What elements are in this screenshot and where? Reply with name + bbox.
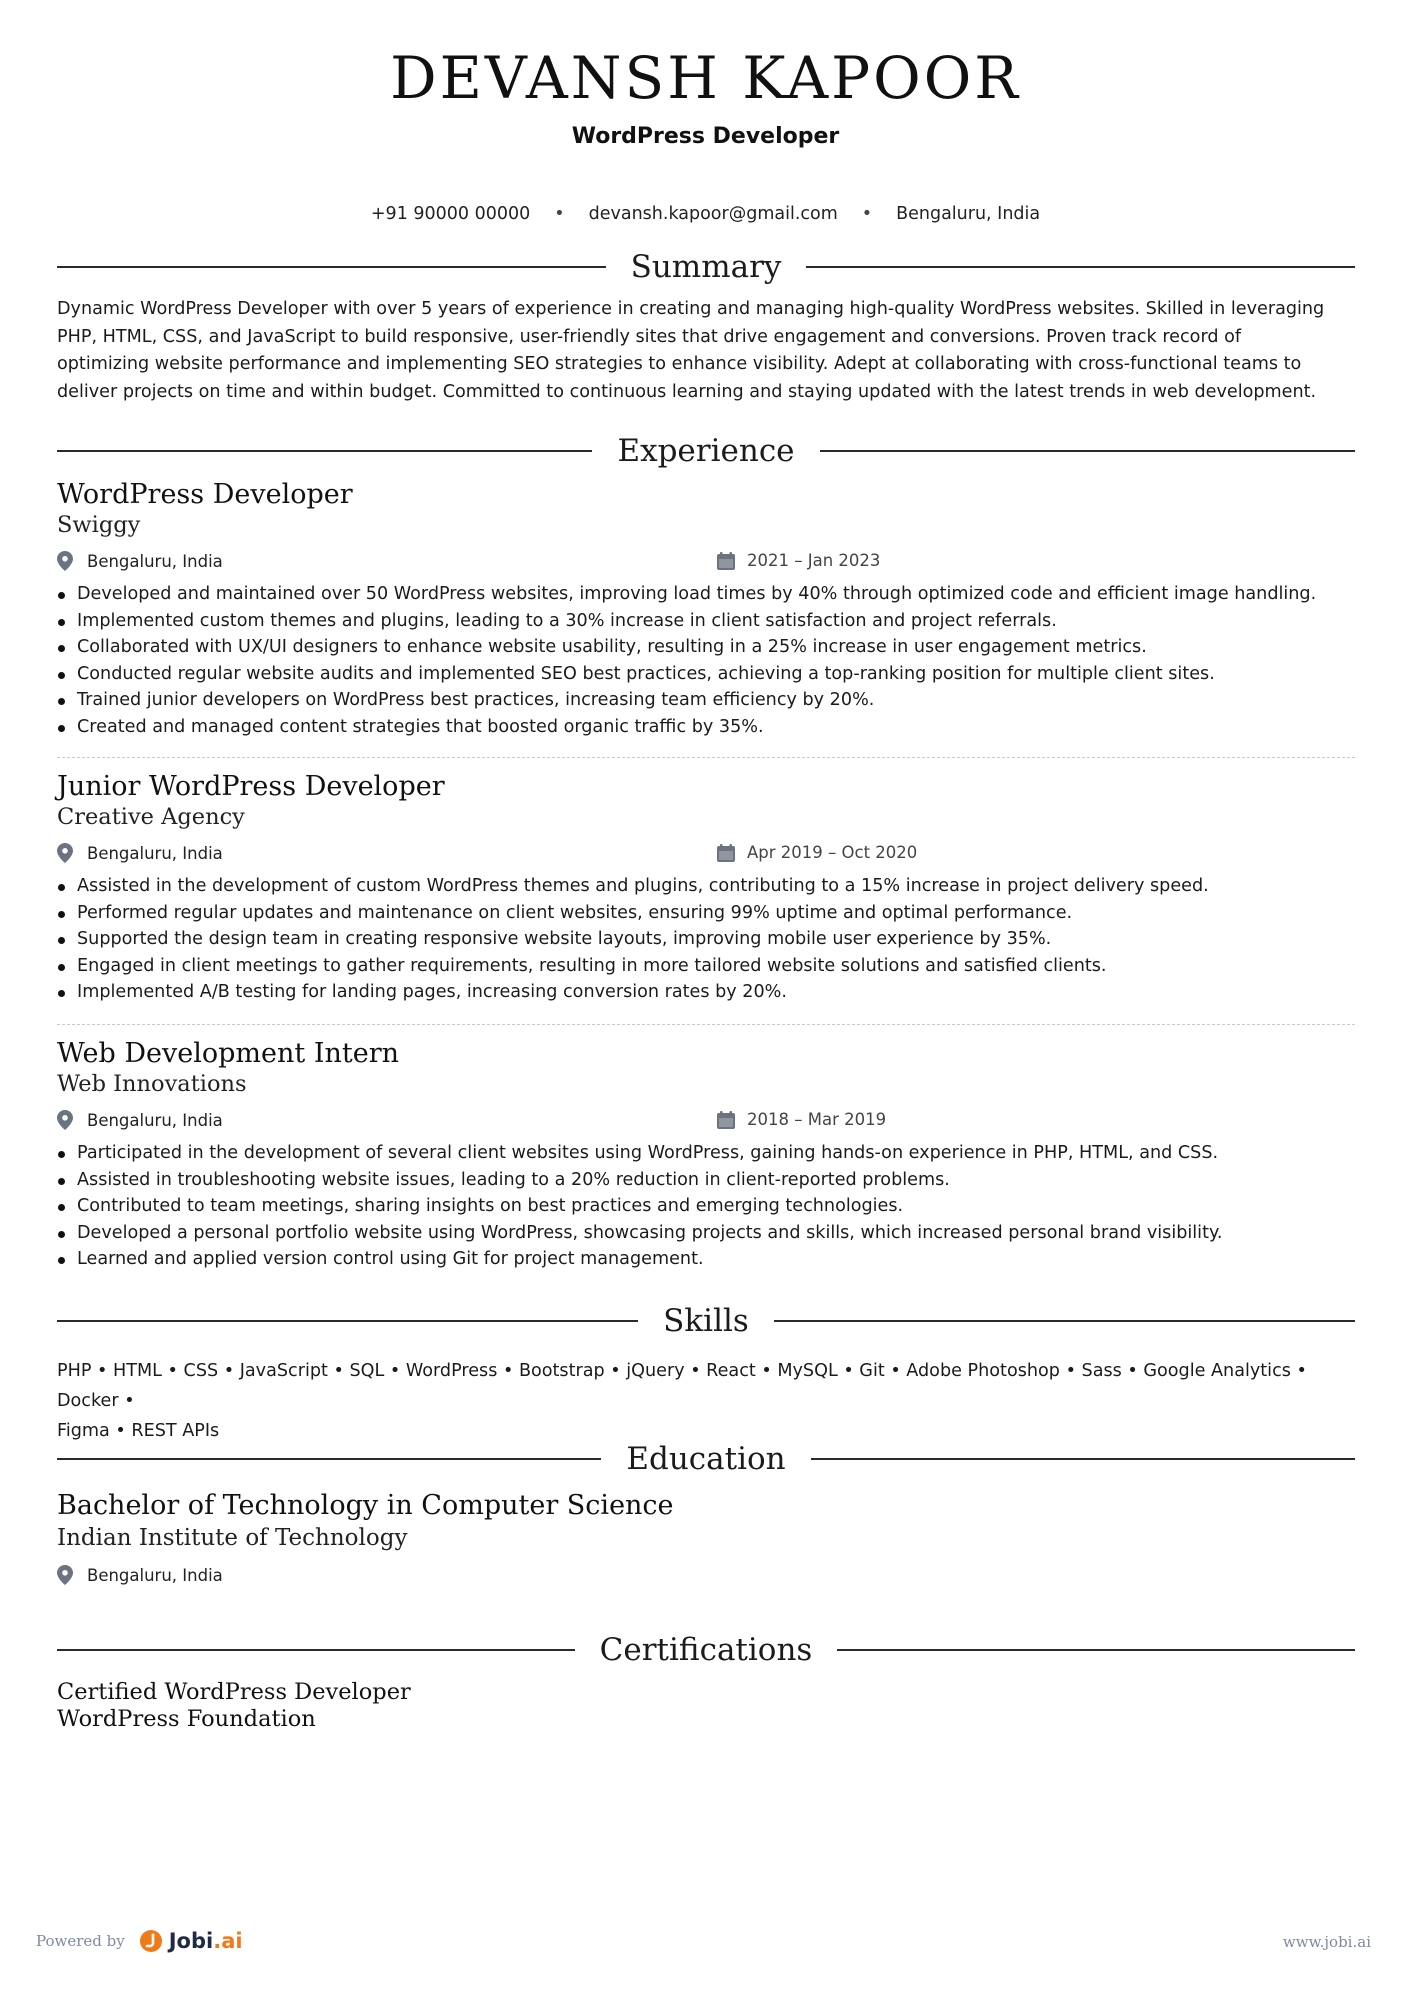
experience-entry <box>57 771 1355 1006</box>
experience-section-header <box>57 429 1355 473</box>
job-title: WordPress Developer <box>57 479 353 510</box>
skills-list <box>57 1356 1357 1446</box>
summary-line: PHP, HTML, CSS, and JavaScript to build responsive, user-friendly sites that drive engagement and conversions. Proven track record of <box>57 326 1242 347</box>
achievement-item: Implemented custom themes and plugins, leading to a 30% increase in client satisfaction and project referrals. <box>57 608 1355 635</box>
job-achievements <box>57 1140 1355 1273</box>
summary-section-header <box>57 245 1355 289</box>
calendar-icon <box>717 844 735 862</box>
achievement-item: Implemented A/B testing for landing pages, increasing conversion rates by 20%. <box>57 979 1355 1006</box>
job-meta <box>57 549 1355 577</box>
section-rule <box>806 266 1355 268</box>
achievement-item: Participated in the development of several client websites using WordPress, gaining hands-on experience in PHP, HTML, and CSS. <box>57 1140 1355 1167</box>
skills-section-header <box>57 1299 1355 1343</box>
job-dates-text: Apr 2019 – Oct 2020 <box>747 843 918 862</box>
contact-line <box>0 202 1411 226</box>
map-pin-icon <box>57 843 73 863</box>
summary-line: deliver projects on time and within budget. Committed to continuous learning and staying updated with the latest trends in web development. <box>57 381 1317 402</box>
job-dates-text: 2018 – Mar 2019 <box>747 1110 887 1129</box>
job-meta <box>57 841 1355 869</box>
experience-entry <box>57 479 1355 741</box>
job-title: Web Development Intern <box>57 1038 400 1069</box>
job-meta <box>57 1108 1355 1136</box>
job-achievements <box>57 581 1355 741</box>
education-location-text: Bengaluru, India <box>87 1565 223 1585</box>
certifications-section-header <box>57 1628 1355 1672</box>
section-rule <box>57 1320 638 1322</box>
brand-name <box>169 1929 243 1953</box>
candidate-role: WordPress Developer <box>571 124 840 149</box>
certification-entry <box>57 1679 1355 1733</box>
map-pin-icon <box>57 1110 73 1130</box>
job-company: Web Innovations <box>57 1071 247 1097</box>
achievement-item: Created and managed content strategies that boosted organic traffic by 35%. <box>57 714 1355 741</box>
contact-separator: • <box>861 204 873 224</box>
achievement-item: Assisted in the development of custom WordPress themes and plugins, contributing to a 15% increase in project delivery speed. <box>57 873 1355 900</box>
powered-by-label: Powered by <box>36 1932 125 1950</box>
section-title: Skills <box>663 1303 749 1339</box>
summary-line: optimizing website performance and implementing SEO strategies to enhance visibility. Adept at collaborating with cross-functional teams to <box>57 354 1302 374</box>
candidate-name: DEVANSH KAPOOR <box>390 44 1021 112</box>
section-title: Certifications <box>599 1632 813 1668</box>
achievement-item: Conducted regular website audits and implemented SEO best practices, achieving a top-ranking position for multiple client sites. <box>57 661 1355 688</box>
certification-issuer: WordPress Foundation <box>57 1706 316 1732</box>
education-location <box>57 1565 223 1585</box>
powered-by-badge[interactable] <box>36 1929 243 1953</box>
skills-line: PHP • HTML • CSS • JavaScript • SQL • WordPress • Bootstrap • jQuery • React • MySQL • Git • Adobe Photoshop • Sass • Google Analytics • Docker • <box>57 1361 1307 1411</box>
education-school: Indian Institute of Technology <box>57 1525 408 1551</box>
certification-name: Certified WordPress Developer <box>57 1679 411 1705</box>
achievement-item: Assisted in troubleshooting website issues, leading to a 20% reduction in client-reported problems. <box>57 1167 1355 1194</box>
achievement-item: Developed a personal portfolio website using WordPress, showcasing projects and skills, which increased personal brand visibility. <box>57 1220 1355 1247</box>
contact-separator: • <box>554 204 565 224</box>
section-title: Experience <box>617 433 795 469</box>
entry-divider <box>57 1024 1355 1025</box>
achievement-item: Engaged in client meetings to gather requirements, resulting in more tailored website solutions and satisfied clients. <box>57 953 1355 980</box>
achievement-item: Performed regular updates and maintenance on client websites, ensuring 99% uptime and optimal performance. <box>57 900 1355 927</box>
section-rule <box>57 266 606 268</box>
section-rule <box>820 450 1355 452</box>
job-location-text: Bengaluru, India <box>87 1110 223 1130</box>
achievement-item: Contributed to team meetings, sharing insights on best practices and emerging technologies. <box>57 1193 1355 1220</box>
section-rule <box>57 1649 575 1651</box>
education-degree: Bachelor of Technology in Computer Science <box>57 1490 674 1521</box>
achievement-item: Trained junior developers on WordPress best practices, increasing team efficiency by 20%. <box>57 687 1355 714</box>
summary-line: Dynamic WordPress Developer with over 5 years of experience in creating and managing high-quality WordPress websites. Skilled in leveraging <box>57 299 1325 319</box>
brand-main: Jobi <box>168 1929 214 1953</box>
brand-suffix: .ai <box>213 1929 243 1953</box>
achievement-item: Collaborated with UX/UI designers to enhance website usability, resulting in a 25% increase in user engagement metrics. <box>57 634 1355 661</box>
summary-text <box>57 296 1357 406</box>
job-dates <box>717 551 880 570</box>
calendar-icon <box>717 1111 735 1129</box>
job-dates <box>717 1110 886 1129</box>
section-title: Education <box>626 1441 786 1477</box>
jobi-logo-icon <box>139 1929 163 1953</box>
achievement-item: Developed and maintained over 50 WordPress websites, improving load times by 40% through optimized code and efficient image handling. <box>57 581 1355 608</box>
education-meta <box>57 1563 1355 1591</box>
job-achievements <box>57 873 1355 1006</box>
skills-line: Figma • REST APIs <box>57 1421 220 1441</box>
section-rule <box>774 1320 1355 1322</box>
job-location <box>57 843 223 863</box>
section-rule <box>57 1458 601 1460</box>
job-dates <box>717 843 917 862</box>
map-pin-icon <box>57 1565 73 1585</box>
section-rule <box>57 450 592 452</box>
entry-divider <box>57 757 1355 758</box>
job-location-text: Bengaluru, India <box>87 551 223 571</box>
education-entry <box>57 1489 1355 1591</box>
achievement-item: Supported the design team in creating responsive website layouts, improving mobile user experience by 35%. <box>57 926 1355 953</box>
map-pin-icon <box>57 551 73 571</box>
job-title: Junior WordPress Developer <box>57 771 445 802</box>
achievement-item: Learned and applied version control using Git for project management. <box>57 1246 1355 1273</box>
section-rule <box>837 1649 1355 1651</box>
job-dates-text: 2021 – Jan 2023 <box>747 551 881 570</box>
section-title: Summary <box>630 249 782 285</box>
calendar-icon <box>717 552 735 570</box>
phone-number: +91 90000 00000 <box>370 204 531 224</box>
job-company: Swiggy <box>57 512 141 538</box>
job-location <box>57 551 223 571</box>
section-rule <box>811 1458 1355 1460</box>
education-section-header <box>57 1437 1355 1481</box>
job-location-text: Bengaluru, India <box>87 843 223 863</box>
experience-entry <box>57 1038 1355 1273</box>
job-location <box>57 1110 223 1130</box>
home-location: Bengaluru, India <box>896 204 1041 224</box>
email-address[interactable]: devansh.kapoor@gmail.com <box>588 204 838 224</box>
job-company: Creative Agency <box>57 804 245 830</box>
website-link[interactable]: www.jobi.ai <box>1282 1933 1371 1951</box>
